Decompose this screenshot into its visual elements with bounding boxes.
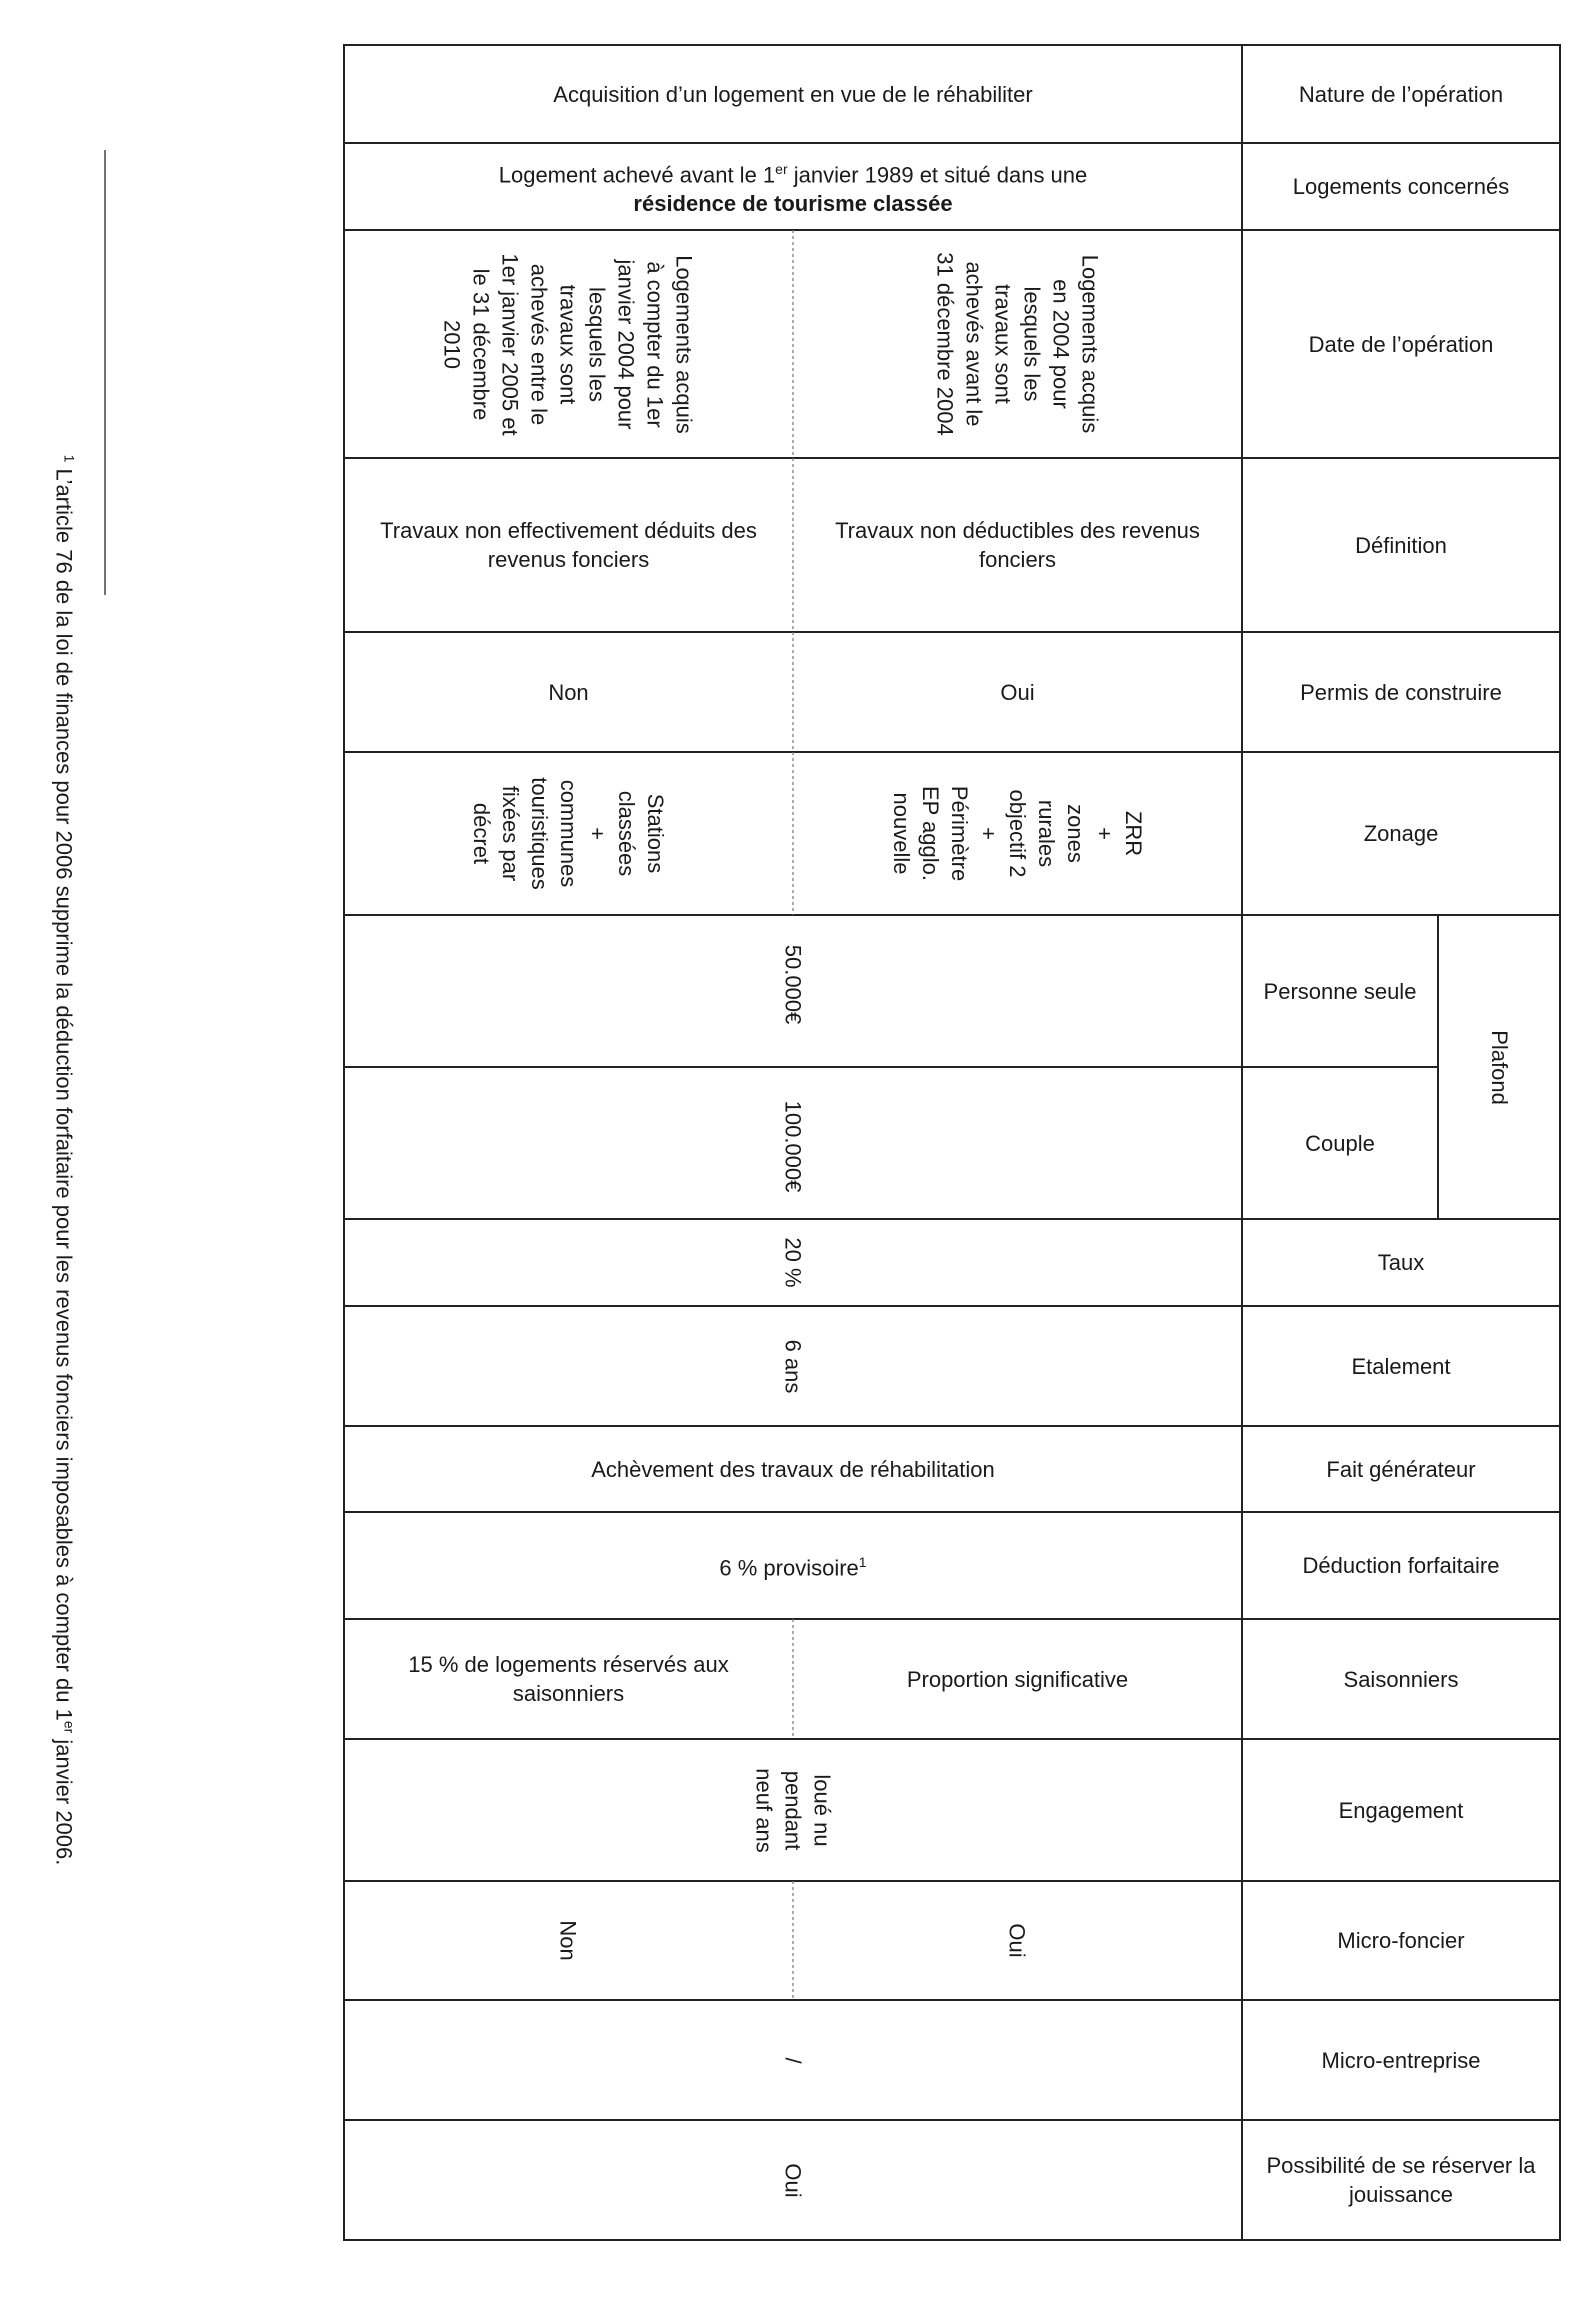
text-line: nouvelle — [888, 792, 914, 875]
date-col1-text — [931, 252, 1105, 435]
zonage-col1 — [793, 752, 1242, 915]
engagement-value — [344, 1739, 1242, 1881]
taux-value-text: 20 % — [780, 1237, 806, 1288]
text-line: + — [584, 827, 610, 840]
engagement-label — [1242, 1739, 1560, 1881]
definition-col2 — [344, 458, 793, 632]
logements-sup: er — [775, 160, 788, 177]
text-line: lesquels les — [584, 286, 610, 402]
text-line: travaux sont — [990, 284, 1016, 404]
text-line: à compter du 1er — [642, 260, 668, 428]
fait-label — [1242, 1426, 1560, 1512]
saisonniers-label — [1242, 1619, 1560, 1739]
text-line: communes — [555, 779, 581, 888]
plafond-seule-value-text: 50.000€ — [780, 944, 806, 1025]
zonage-col1-text — [887, 786, 1148, 881]
etalement-label-text: Etalement — [1351, 1353, 1451, 1379]
permis-label-text: Permis de construire — [1300, 679, 1502, 705]
text-line: loué nu — [809, 1773, 835, 1847]
etalement-value — [344, 1306, 1242, 1426]
operation-text: Acquisition d’un logement en vue de le réhabiliter — [553, 81, 1033, 107]
deduction-value-text — [719, 1548, 866, 1582]
text-line: Logements acquis — [671, 254, 697, 434]
micro-entreprise-value-text: / — [780, 2056, 806, 2064]
fait-value-text: Achèvement des travaux de réhabilitation — [591, 1456, 995, 1482]
deduction-footnote-ref: 1 — [858, 1554, 867, 1571]
plafond-couple-value-text: 100.000€ — [780, 1100, 806, 1193]
micro-entreprise-label — [1242, 2000, 1560, 2120]
micro-foncier-label-text: Micro-foncier — [1337, 1928, 1465, 1953]
jouissance-value — [344, 2120, 1242, 2240]
micro-foncier-col2-text: Non — [555, 1920, 581, 1961]
text-line: Périmètre — [946, 785, 972, 882]
text-line: achevés entre le — [526, 263, 552, 425]
jouissance-value-text: Oui — [780, 2162, 806, 2198]
saisonniers-col2-text: 15 % de logements réservés aux saisonniers — [408, 1652, 729, 1706]
text-line: objectif 2 — [1004, 789, 1030, 878]
nature-label — [1242, 45, 1560, 143]
date-label — [1242, 230, 1560, 458]
text-line: achevés avant le — [961, 261, 987, 427]
date-col2-text — [438, 253, 699, 435]
text-line: décret — [468, 802, 494, 865]
definition-label-text: Définition — [1355, 532, 1447, 558]
logements-text-a: Logement achevé avant le 1 — [498, 162, 776, 188]
micro-foncier-col1 — [793, 1881, 1242, 2000]
logements-line1 — [499, 155, 1088, 189]
plafond-couple-label — [1242, 1067, 1438, 1219]
text-line: Stations — [642, 793, 668, 874]
fait-label-text: Fait générateur — [1326, 1456, 1476, 1482]
text-line: touristiques — [526, 777, 552, 890]
plafond-label — [1438, 915, 1560, 1219]
text-line: Logements acquis — [1077, 254, 1103, 434]
micro-foncier-col1-text: Oui — [1005, 1923, 1030, 1958]
footnote-text-a: L’article 76 de la loi de finances pour 2006 supprime la déduction forfaitaire pour les revenus fonciers imposables à compter du 1 — [51, 462, 77, 1721]
etalement-value-text: 6 ans — [780, 1339, 806, 1393]
plafond-couple-value — [344, 1067, 1242, 1219]
logements-label-text: Logements concernés — [1292, 174, 1510, 199]
saisonniers-col1 — [793, 1619, 1242, 1739]
date-label-text: Date de l’opération — [1308, 331, 1494, 357]
permis-col2-text: Non — [548, 679, 589, 705]
logements-text-b: janvier 1989 et situé dans une — [787, 162, 1088, 188]
plafond-seule-value — [344, 915, 1242, 1067]
text-line: ZRR — [1120, 810, 1146, 857]
engagement-label-text: Engagement — [1338, 1797, 1464, 1823]
text-line: neuf ans — [751, 1767, 777, 1853]
definition-label — [1242, 458, 1560, 632]
text-line: 1er janvier 2005 et — [497, 252, 523, 436]
definition-col1-text: Travaux non déductibles des revenus fonciers — [835, 518, 1200, 572]
zonage-col2 — [344, 752, 793, 915]
etalement-label — [1242, 1306, 1560, 1426]
text-line: 2010 — [439, 319, 465, 369]
permis-col1 — [793, 632, 1242, 752]
saisonniers-col2 — [344, 1619, 793, 1739]
text-line: fixées par — [497, 785, 523, 882]
logements-cell — [344, 143, 1242, 230]
micro-foncier-col2 — [344, 1881, 793, 2000]
definition-col1 — [793, 458, 1242, 632]
nature-label-text: Nature de l’opération — [1298, 81, 1504, 107]
micro-entreprise-value — [344, 2000, 1242, 2120]
fait-value — [344, 1426, 1242, 1512]
saisonniers-col1-text: Proportion significative — [906, 1666, 1129, 1692]
zonage-col2-text — [467, 777, 670, 890]
text-line: 31 décembre 2004 — [932, 252, 958, 436]
engagement-value-text — [750, 1768, 837, 1852]
zonage-label — [1242, 752, 1560, 915]
permis-label — [1242, 632, 1560, 752]
text-line: zones — [1062, 804, 1088, 863]
text-line: lesquels les — [1019, 286, 1045, 402]
plafond-seule-label — [1242, 915, 1438, 1067]
footnote-text-b: janvier 2006. — [51, 1733, 77, 1866]
deduction-label — [1242, 1512, 1560, 1619]
footnote — [50, 455, 77, 1866]
date-col2 — [344, 230, 793, 458]
plafond-seule-label-text: Personne seule — [1263, 978, 1417, 1004]
footnote-sup: er — [61, 1720, 78, 1734]
text-line: + — [975, 827, 1001, 840]
zonage-label-text: Zonage — [1363, 821, 1439, 846]
text-line: + — [1091, 827, 1117, 840]
saisonniers-label-text: Saisonniers — [1343, 1666, 1459, 1692]
jouissance-label — [1242, 2120, 1560, 2240]
text-line: pendant — [780, 1770, 806, 1850]
micro-foncier-label — [1242, 1881, 1560, 2000]
text-line: le 31 décembre — [468, 268, 494, 420]
micro-entreprise-label-text: Micro-entreprise — [1321, 2047, 1481, 2073]
logements-label — [1242, 143, 1560, 230]
taux-label — [1242, 1219, 1560, 1306]
plafond-couple-label-text: Couple — [1305, 1130, 1375, 1156]
logements-bold: résidence de tourisme classée — [633, 191, 953, 217]
permis-col2 — [344, 632, 793, 752]
text-line: travaux sont — [555, 284, 581, 404]
deduction-value-main: 6 % provisoire — [719, 1555, 859, 1581]
definition-col2-text: Travaux non effectivement déduits des revenus fonciers — [380, 518, 757, 572]
deduction-value — [344, 1512, 1242, 1619]
taux-value — [344, 1219, 1242, 1306]
text-line: rurales — [1033, 799, 1059, 868]
jouissance-label-text: Possibilité de se réserver la jouissance — [1266, 2153, 1536, 2207]
text-line: janvier 2004 pour — [613, 258, 639, 430]
date-col1 — [793, 230, 1242, 458]
footnote-number: 1 — [61, 454, 78, 463]
text-line: en 2004 pour — [1048, 279, 1074, 409]
text-line: classées — [613, 790, 639, 877]
text-line: EP agglo. — [917, 785, 943, 882]
permis-col1-text: Oui — [1000, 679, 1035, 705]
taux-label-text: Taux — [1377, 1250, 1425, 1275]
deduction-label-text: Déduction forfaitaire — [1302, 1553, 1500, 1578]
plafond-label-text: Plafond — [1486, 1029, 1512, 1105]
operation-cell — [344, 45, 1242, 143]
